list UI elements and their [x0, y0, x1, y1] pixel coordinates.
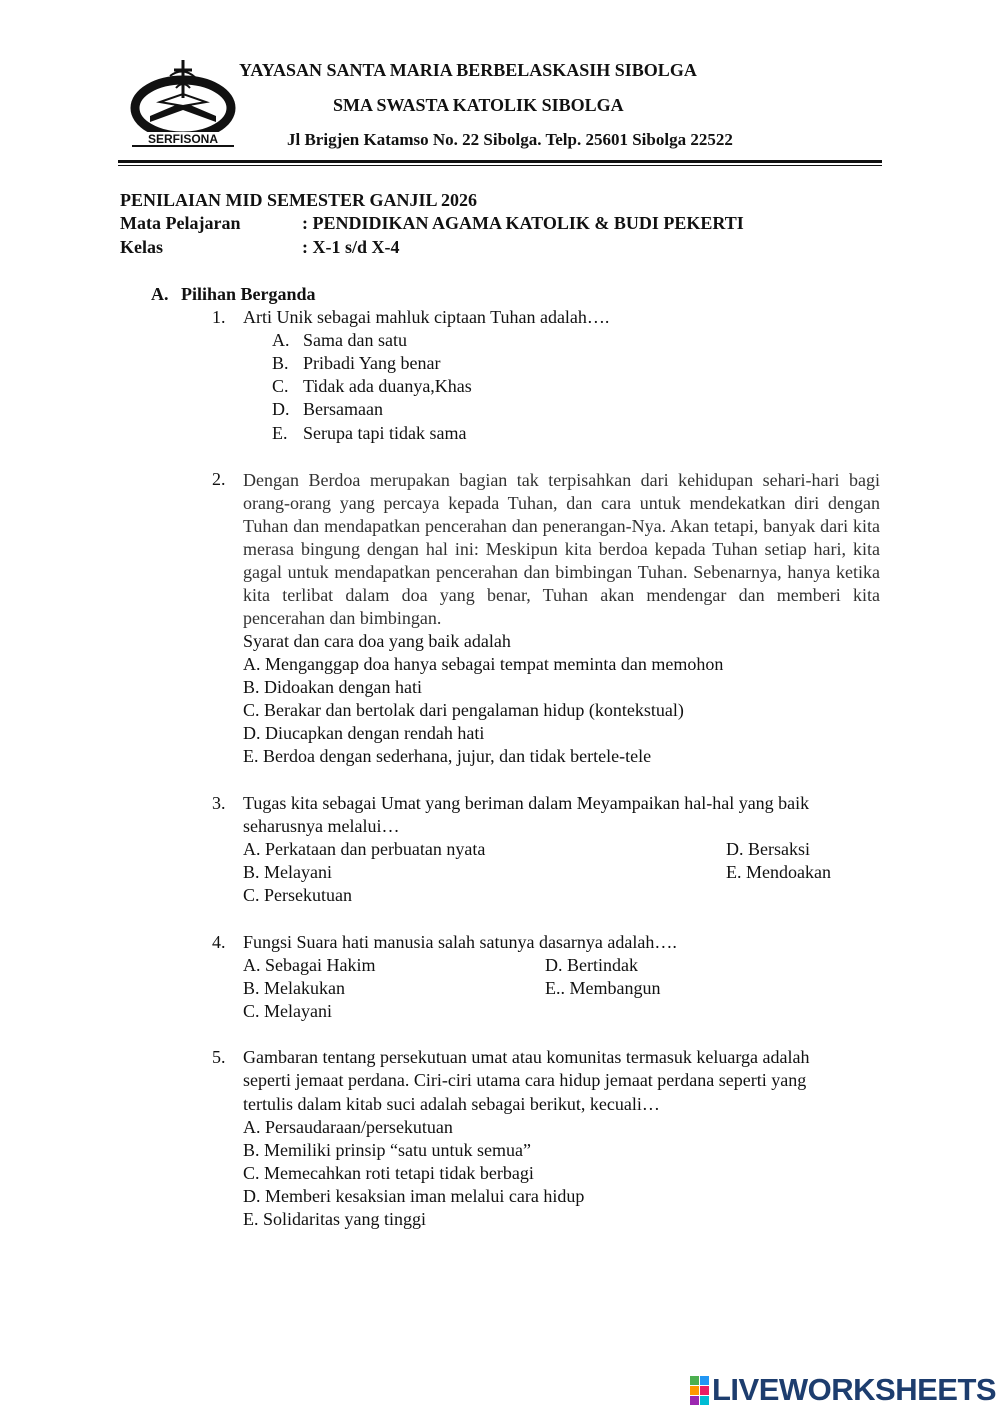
liveworksheets-logo-icon	[690, 1374, 710, 1408]
subject-label: Mata Pelajaran	[120, 213, 241, 233]
option[interactable]: C. Memecahkan roti tetapi tidak berbagi	[243, 1163, 534, 1183]
question-text: Fungsi Suara hati manusia salah satunya dasarnya adalah….	[243, 932, 677, 952]
option[interactable]: C. Melayani	[243, 1001, 332, 1021]
exam-title: PENILAIAN MID SEMESTER GANJIL 2026	[120, 190, 478, 210]
header-rule-thin	[118, 165, 882, 166]
option-text[interactable]: Bersamaan	[303, 399, 383, 419]
option[interactable]: B. Melakukan	[243, 978, 345, 998]
option[interactable]: D. Bersaksi	[726, 839, 810, 859]
question-number: 5.	[212, 1047, 226, 1067]
option[interactable]: E. Berdoa dengan sederhana, jujur, dan tidak bertele-tele	[243, 746, 652, 766]
option[interactable]: B. Didoakan dengan hati	[243, 677, 422, 697]
question-paragraph: Dengan Berdoa merupakan bagian tak terpisahkan dari kehidupan sehari-hari bagi orang-orang yang percaya kepada Tuhan, dan cara untuk mendekatkan diri dengan Tuhan dan mendapatkan pencerahan dan penerangan-Nya. Akan tetapi, banyak dari kita merasa bingung dengan hal ini: Meskipun kita berdoa kepada Tuhan setiap hari, kita gagal untuk mendapatkan pencerahan dan bimbingan Tuhan. Sebenarnya, hanya ketika kita terlibat dalam doa yang benar, Tuhan akan mendengar dan memberi kita pencerahan dan bimbingan.	[243, 470, 880, 628]
option[interactable]: E.. Membangun	[545, 978, 661, 998]
school-name: SMA SWASTA KATOLIK SIBOLGA	[333, 95, 624, 115]
option[interactable]: E. Solidaritas yang tinggi	[243, 1209, 426, 1229]
option[interactable]: C. Berakar dan bertolak dari pengalaman hidup (kontekstual)	[243, 700, 684, 720]
question-text: seharusnya melalui…	[243, 816, 400, 836]
question-number: 2.	[212, 469, 226, 489]
option-text[interactable]: Serupa tapi tidak sama	[303, 423, 467, 443]
school-address: Jl Brigjen Katamso No. 22 Sibolga. Telp. 25601 Sibolga 22522	[287, 130, 733, 149]
option[interactable]: C. Persekutuan	[243, 885, 352, 905]
option-letter: C.	[272, 376, 289, 396]
question-text: seperti jemaat perdana. Ciri-ciri utama cara hidup jemaat perdana seperti yang	[243, 1070, 807, 1090]
option[interactable]: D. Memberi kesaksian iman melalui cara hidup	[243, 1186, 585, 1206]
question-number: 4.	[212, 932, 226, 952]
option[interactable]: A. Sebagai Hakim	[243, 955, 376, 975]
option-text[interactable]: Tidak ada duanya,Khas	[303, 376, 472, 396]
question-number: 3.	[212, 793, 226, 813]
option[interactable]: B. Memiliki prinsip “satu untuk semua”	[243, 1140, 531, 1160]
question-text: Arti Unik sebagai mahluk ciptaan Tuhan adalah….	[243, 307, 610, 327]
section-letter: A.	[151, 284, 169, 304]
question-text: Syarat dan cara doa yang baik adalah	[243, 631, 511, 651]
option[interactable]: D. Diucapkan dengan rendah hati	[243, 723, 485, 743]
question-text: tertulis dalam kitab suci adalah sebagai berikut, kecuali…	[243, 1094, 660, 1114]
option[interactable]: D. Bertindak	[545, 955, 638, 975]
option-letter: A.	[272, 330, 290, 350]
option[interactable]: A. Menganggap doa hanya sebagai tempat meminta dan memohon	[243, 654, 724, 674]
option[interactable]: E. Mendoakan	[726, 862, 831, 882]
section-title: Pilihan Berganda	[181, 284, 316, 304]
option-letter: B.	[272, 353, 289, 373]
class-label: Kelas	[120, 237, 163, 257]
question-number: 1.	[212, 307, 226, 327]
class-value: : X-1 s/d X-4	[302, 237, 400, 257]
option-letter: E.	[272, 423, 288, 443]
option[interactable]: A. Perkataan dan perbuatan nyata	[243, 839, 486, 859]
question-text: Gambaran tentang persekutuan umat atau komunitas termasuk keluarga adalah	[243, 1047, 810, 1067]
option[interactable]: B. Melayani	[243, 862, 332, 882]
header-rule-thick	[118, 160, 882, 163]
school-logo	[130, 58, 236, 150]
option-text[interactable]: Pribadi Yang benar	[303, 353, 441, 373]
liveworksheets-watermark: LIVEWORKSHEETS	[712, 1372, 997, 1407]
subject-value: : PENDIDIKAN AGAMA KATOLIK & BUDI PEKERTI	[302, 213, 744, 233]
foundation-name: YAYASAN SANTA MARIA BERBELASKASIH SIBOLGA	[239, 60, 697, 80]
option-text[interactable]: Sama dan satu	[303, 330, 407, 350]
option[interactable]: A. Persaudaraan/persekutuan	[243, 1117, 453, 1137]
option-letter: D.	[272, 399, 290, 419]
question-text: Tugas kita sebagai Umat yang beriman dalam Meyampaikan hal-hal yang baik	[243, 793, 810, 813]
logo-text: SERFISONA	[147, 132, 219, 146]
